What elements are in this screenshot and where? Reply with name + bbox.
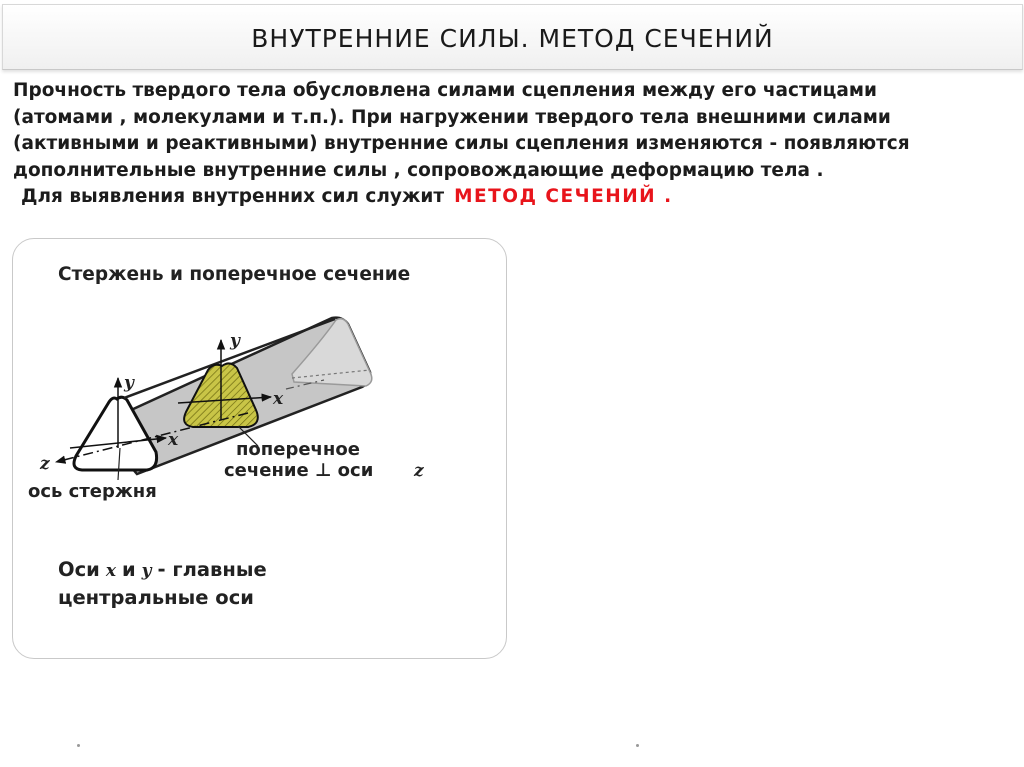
- note-x: x: [105, 561, 116, 581]
- section-label-1: поперечное: [236, 439, 360, 460]
- intro-line-2: (атомами , молекулами и т.п.). При нагружении твердого тела внешними силами: [13, 106, 891, 128]
- principal-axes-note-2: центральные оси: [58, 586, 254, 609]
- section-y-label: y: [230, 331, 240, 351]
- section-label-z: z: [414, 461, 424, 481]
- method-lead-text: Для выявления внутренних сил служит: [21, 186, 445, 207]
- near-x-label: x: [168, 430, 179, 450]
- note-y: y: [141, 561, 152, 581]
- section-x-label: x: [273, 389, 284, 409]
- rod-axis-label: ось стержня: [28, 481, 157, 502]
- intro-line-1: Прочность твердого тела обусловлена силами сцепления между его частицами: [13, 80, 877, 101]
- method-name: МЕТОД СЕЧЕНИЙ .: [454, 186, 673, 207]
- figure-heading: Стержень и поперечное сечение: [58, 264, 411, 285]
- footer-dot-right: [636, 744, 639, 747]
- note-suffix: - главные: [157, 558, 267, 581]
- near-z-label: z: [40, 454, 50, 474]
- slide-title: ВНУТРЕННИЕ СИЛЫ. МЕТОД СЕЧЕНИЙ: [251, 24, 774, 53]
- footer-dot-left: [77, 744, 80, 747]
- intro-line-3: (активными и реактивными) внутренние силы сцепления изменяются - появляются: [13, 133, 910, 154]
- note-prefix: Оси: [58, 558, 100, 581]
- note-and: и: [121, 558, 136, 581]
- near-y-label: y: [124, 373, 134, 393]
- principal-axes-note: [58, 558, 267, 581]
- section-label-2: сечение ⊥ оси: [224, 460, 374, 481]
- intro-line-4: дополнительные внутренние силы , сопровождающие деформацию тела .: [13, 159, 824, 181]
